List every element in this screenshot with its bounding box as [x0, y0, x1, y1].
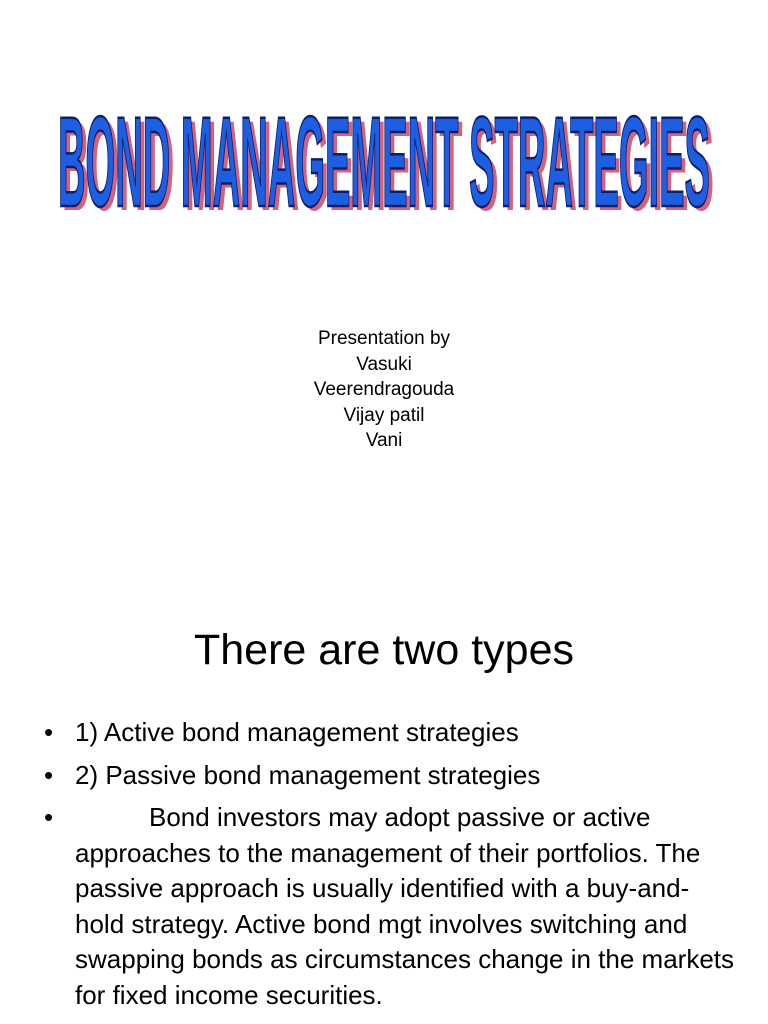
presenter-credits — [0, 326, 768, 454]
bullet-text: 2) Passive bond management strategies — [75, 759, 541, 790]
page-title: BOND MANAGEMENT STRATEGIES — [58, 91, 710, 222]
title-shadow: BOND MANAGEMENT STRATEGIES — [62, 95, 714, 222]
credits-label: Presentation by — [317, 328, 451, 349]
list-item — [38, 758, 738, 794]
bullet-paragraph: Bond investors may adopt passive or active approaches to the management of their portfolios. The passive approach is usually identified with a buy-and-hold strategy. Active bond mgt involves switching and swapping bonds as circumstances change in the markets for fixed income securities. — [75, 802, 735, 1010]
list-item — [38, 715, 738, 751]
bullet-list — [38, 715, 738, 1020]
presenter-name: Vasuki — [356, 353, 412, 375]
bullet-icon: • — [44, 802, 54, 832]
presenter-name: Vijay patil — [343, 404, 425, 426]
slide-heading: There are two types — [193, 626, 574, 674]
bullet-icon: • — [44, 759, 54, 790]
presenter-name: Vani — [365, 430, 403, 451]
title-graphic — [0, 62, 768, 222]
bullet-icon: • — [44, 717, 54, 747]
bullet-text: 1) Active bond management strategies — [75, 717, 519, 747]
slide-title-wordart — [0, 62, 768, 222]
list-item — [38, 800, 738, 1013]
presenter-name: Veerendragouda — [313, 379, 455, 400]
